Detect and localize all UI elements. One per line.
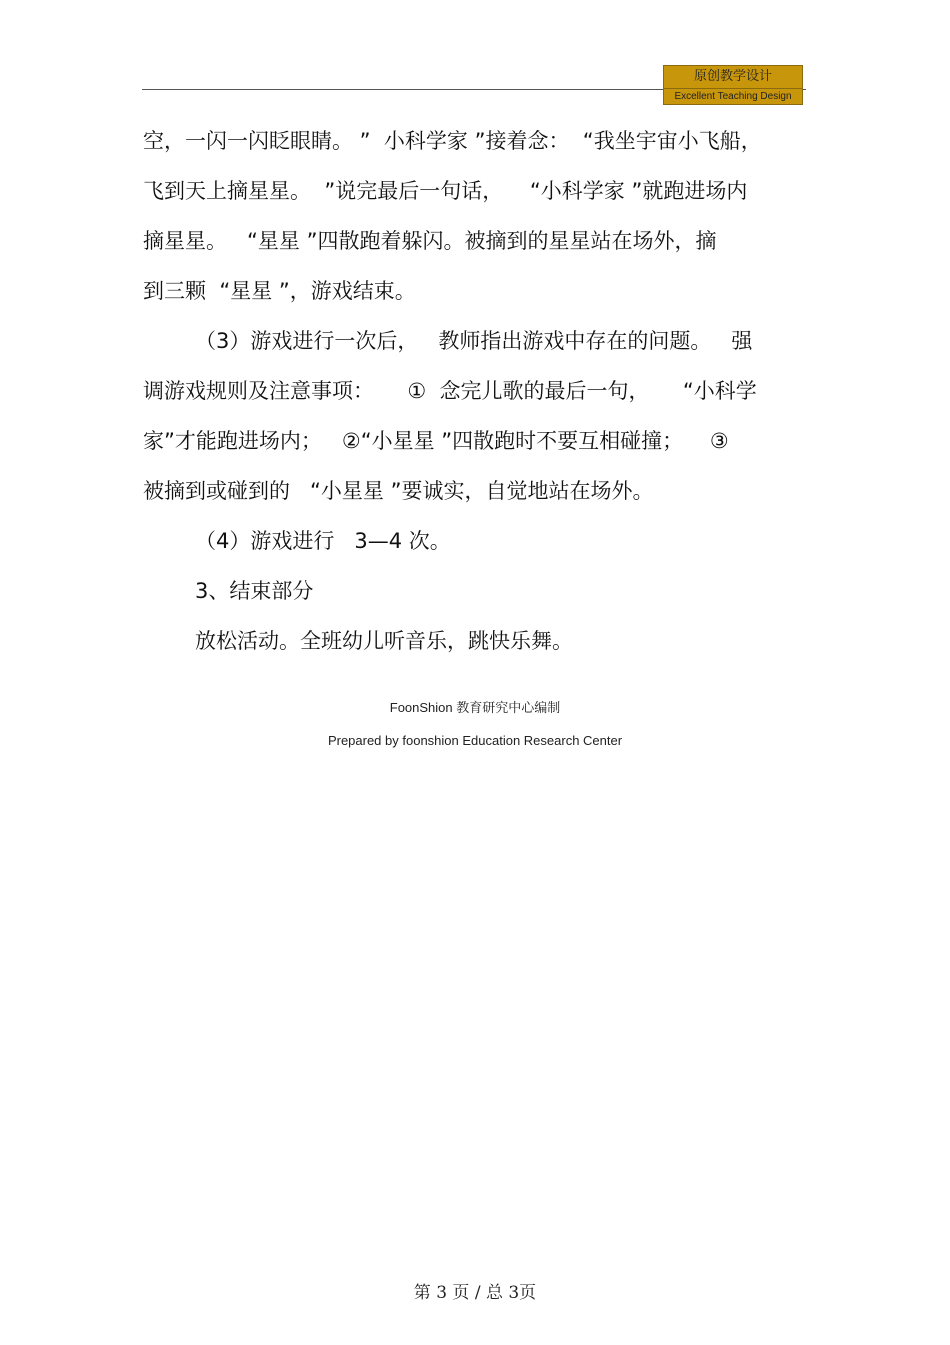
body-line: （4）游戏进行 3—4 次。 [195,529,451,553]
badge-title-en: Excellent Teaching Design [663,89,803,105]
body-line: 被摘到或碰到的 “小星星 ”要诚实，自觉地站在场外。 [143,479,654,503]
body-line: 调游戏规则及注意事项： ① 念完儿歌的最后一句， “小科学 [143,379,757,403]
footer-credit-en: Prepared by foonshion Education Research Center [327,733,623,748]
body-line: 空，一闪一闪眨眼睛。 ” 小科学家 ”接着念： “我坐宇宙小飞船， [143,129,762,153]
section-heading: 3、结束部分 [195,579,314,603]
body-line: 飞到天上摘星星。 ”说完最后一句话， “小科学家 ”就跑进场内 [143,179,748,203]
body-line: （3）游戏进行一次后， 教师指出游戏中存在的问题。 强 [195,329,753,353]
body-line: 到三颗 “星星 ”，游戏结束。 [143,279,416,303]
body-line: 家”才能跑进场内； ②“小星星 ”四散跑时不要互相碰撞； ③ [143,429,729,453]
footer-credit-cn: FoonShion 教育研究中心编制 [389,700,561,715]
header-badge [663,65,803,105]
body-line: 放松活动。全班幼儿听音乐，跳快乐舞。 [195,629,573,653]
badge-title-cn: 原创教学设计 [663,65,803,89]
body-line: 摘星星。 “星星 ”四散跑着躲闪。被摘到的星星站在场外，摘 [143,229,717,253]
page-number: 第 3 页 / 总 3页 [413,1283,537,1303]
